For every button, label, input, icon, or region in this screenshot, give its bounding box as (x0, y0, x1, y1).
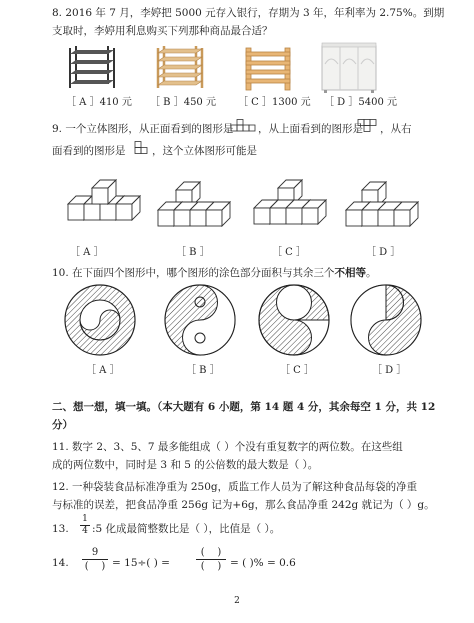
q10-option-c[interactable]: ［ C ］ (280, 365, 315, 376)
q9-line2-part1: 面看到的图形是 (52, 145, 126, 157)
circle-figure-a (65, 285, 135, 355)
q10-option-b[interactable]: ［ B ］ (186, 365, 220, 376)
q8-option-d[interactable]: ［ D ］5400 元 (324, 97, 398, 108)
q9-option-c[interactable]: ［ C ］ (272, 247, 307, 258)
q14-fraction-1 (82, 546, 108, 573)
page-number: 2 (234, 596, 240, 606)
q14-prefix: 14. (52, 557, 69, 569)
circle-figure-b (165, 285, 235, 355)
q13-numerator: 1 (82, 514, 88, 524)
q8-line2: 支取时，李婷用利息购买下列那种商品最合适？ (52, 25, 273, 37)
q10-emphasis: 不相等 (334, 267, 367, 279)
cube-figure-a (66, 170, 152, 234)
q14-numerator: 9 (91, 547, 99, 558)
circle-figure-d (351, 285, 421, 355)
q9-line1-part1: 9. 一个立体图形，从正面看到的图形是 (52, 123, 234, 135)
q13-text: :5 化成最简整数比是（ ），比值是（ ）。 (92, 523, 281, 535)
q10-option-a[interactable]: ［ A ］ (86, 365, 120, 376)
q11-line2: 成的两位数中，同时是 3 和 5 的公倍数的最大数是（ ）。 (52, 459, 319, 471)
q10-option-d[interactable]: ［ D ］ (372, 365, 407, 376)
section2-heading-line2: 分） (52, 419, 73, 431)
q9-line1-part3: ，从右 (380, 123, 412, 135)
q13-fraction (80, 514, 90, 537)
wooden-shoe-rack-image (238, 44, 298, 92)
q8-option-c[interactable]: ［ C ］1300 元 (238, 97, 311, 108)
q9-option-b[interactable]: ［ B ］ (176, 247, 210, 258)
cube-figure-c (252, 170, 338, 234)
q14-fraction-2 (196, 546, 226, 573)
q8-option-b[interactable]: ［ B ］450 元 (150, 97, 216, 108)
right-view-icon (134, 141, 150, 155)
q12-line1: 12. 一种袋装食品标准净重为 250g，质监工作人员为了解这种食品每袋的净重 (52, 481, 418, 493)
metal-shoe-rack-image (62, 44, 122, 92)
q13-denominator: 4 (80, 525, 90, 537)
front-view-icon (230, 119, 256, 132)
q9-option-d[interactable]: ［ D ］ (366, 247, 401, 258)
q10-text: 10. 在下面四个图形中，哪个图形的涂色部分面积与其余三个 (52, 267, 335, 279)
q10-circle-figures (0, 280, 474, 360)
q8-option-a[interactable]: ［ A ］410 元 (66, 97, 132, 108)
shoe-cabinet-image (318, 40, 380, 94)
q10-question (52, 266, 377, 281)
q14-denominator-blank[interactable]: ( ) (82, 559, 108, 573)
circle-figure-c (259, 285, 329, 355)
q9-line1-part2: ，从上面看到的图形是 (258, 123, 363, 135)
q9-line2-part2: ，这个立体图形可能是 (152, 145, 257, 157)
section2-heading-line1: 二、想一想，填一填。（本大题有 6 小题，第 14 题 4 分，其余每空 1 分，共 12 (52, 401, 436, 413)
bamboo-shoe-rack-image (150, 44, 210, 92)
q9-option-a[interactable]: ［ A ］ (70, 247, 104, 258)
cube-figure-d (344, 170, 430, 234)
cube-figure-b (156, 170, 242, 234)
q14-numerator-blank[interactable]: ( ) (200, 547, 222, 558)
q12-line2: 与标准的误差，把食品净重 256g 记为+6g，那么食品净重 242g 就记为（ ）g。 (52, 499, 435, 511)
q11-line1: 11. 数字 2、3、5、7 最多能组成（ ）个没有重复数字的两位数。在这些组 (52, 441, 403, 453)
q14-denominator-blank-2[interactable]: ( ) (196, 559, 226, 573)
q10-end: 。 (366, 267, 377, 279)
q14-equation-part1: = 15÷( ) = (112, 557, 170, 569)
q14-equation-part2: = ( )% = 0.6 (230, 557, 296, 569)
q13-prefix: 13. (52, 523, 69, 535)
top-view-icon (357, 119, 377, 132)
q8-line1: 8. 2016 年 7 月，李婷把 5000 元存入银行，存期为 3 年，年利率为 2.75%。到期 (52, 7, 445, 19)
